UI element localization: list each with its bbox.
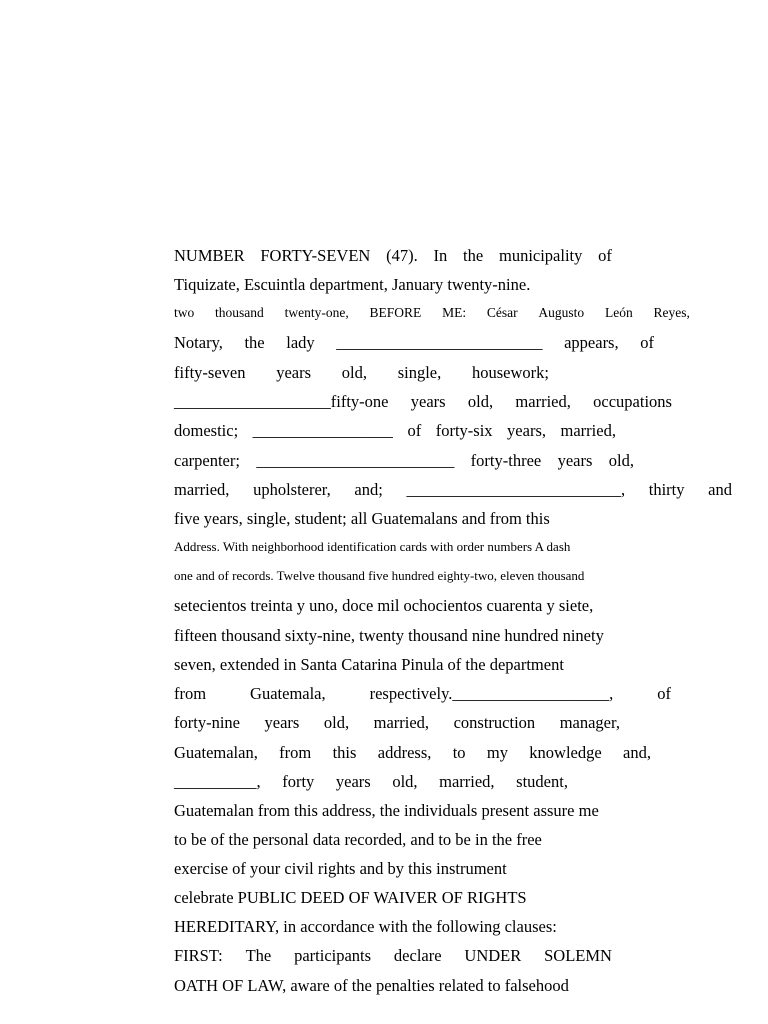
deed-word: student, xyxy=(516,772,568,791)
deed-line-7 xyxy=(174,421,616,441)
deed-word: married, xyxy=(560,421,616,440)
deed-line-3 xyxy=(174,303,690,323)
deed-word: married, xyxy=(439,772,495,791)
deed-word: my xyxy=(486,743,508,762)
deed-line-18 xyxy=(174,743,651,763)
deed-word: old, xyxy=(341,363,367,382)
deed-line-6 xyxy=(174,392,672,412)
deed-line-21: to be of the personal data recorded, and to be in the free xyxy=(174,830,542,849)
deed-word: forty-nine xyxy=(174,713,240,732)
deed-line-19 xyxy=(174,772,568,792)
deed-line-12: one and of records. Twelve thousand five hundred eighty-two, eleven thousand xyxy=(174,568,585,583)
deed-word: thirty xyxy=(648,480,685,499)
deed-word: knowledge xyxy=(529,743,602,762)
deed-word: twenty-one, xyxy=(284,305,349,320)
deed-line-16 xyxy=(174,684,671,704)
deed-word: thousand xyxy=(215,305,264,320)
deed-word: this xyxy=(332,743,357,762)
deed-line-11: Address. With neighborhood identification cards with order numbers A dash xyxy=(174,539,571,554)
deed-word: manager, xyxy=(559,713,620,732)
deed-word: municipality xyxy=(498,246,583,265)
deed-word: domestic; xyxy=(174,421,239,440)
deed-word: two xyxy=(174,305,195,320)
deed-line-15: seven, extended in Santa Catarina Pinula of the department xyxy=(174,655,564,674)
deed-word: ________________________ xyxy=(256,451,455,470)
deed-line-26: OATH OF LAW, aware of the penalties related to falsehood xyxy=(174,976,569,995)
deed-line-14: fifteen thousand sixty-nine, twenty thousand nine hundred ninety xyxy=(174,626,604,645)
deed-word: forty-six xyxy=(435,421,493,440)
deed-line-25 xyxy=(174,946,612,966)
deed-line-1 xyxy=(174,246,612,266)
deed-word: León xyxy=(604,305,633,320)
deed-word: declare xyxy=(393,946,442,965)
deed-word: and; xyxy=(354,480,383,499)
deed-word: FORTY-SEVEN xyxy=(260,246,371,265)
deed-line-13: setecientos treinta y uno, doce mil ochocientos cuarenta y siete, xyxy=(174,596,594,615)
deed-line-4 xyxy=(174,333,654,353)
deed-word: __________________________, xyxy=(406,480,626,499)
deed-word: years xyxy=(264,713,300,732)
deed-word: of xyxy=(407,421,422,440)
deed-word: ___________________fifty-one xyxy=(174,392,389,411)
deed-word: Notary, xyxy=(174,333,223,352)
deed-line-23: celebrate PUBLIC DEED OF WAIVER OF RIGHTS xyxy=(174,888,527,907)
deed-line-9 xyxy=(174,480,732,500)
deed-word: old, xyxy=(467,392,494,411)
deed-word: married, xyxy=(373,713,430,732)
deed-word: participants xyxy=(294,946,372,965)
deed-word: address, xyxy=(377,743,432,762)
deed-word: ME: xyxy=(442,305,467,320)
deed-word: The xyxy=(245,946,272,965)
deed-word: married, xyxy=(515,392,571,411)
deed-word: years xyxy=(276,363,312,382)
deed-word: upholsterer, xyxy=(253,480,331,499)
deed-word: FIRST: xyxy=(174,946,223,965)
deed-word: from xyxy=(279,743,312,762)
deed-word: years xyxy=(557,451,593,470)
deed-line-10: five years, single, student; all Guatemalans and from this xyxy=(174,509,550,528)
deed-word: of xyxy=(640,333,654,352)
deed-word: (47). xyxy=(386,246,418,265)
deed-word: appears, xyxy=(564,333,619,352)
deed-word: years xyxy=(335,772,371,791)
deed-line-20: Guatemalan from this address, the individuals present assure me xyxy=(174,801,599,820)
deed-word: of xyxy=(657,684,671,703)
deed-word: married, xyxy=(174,480,230,499)
deed-word: SOLEMN xyxy=(544,946,612,965)
deed-word: occupations xyxy=(593,392,672,411)
deed-word: housework; xyxy=(471,363,549,382)
deed-word: Guatemalan, xyxy=(174,743,258,762)
deed-line-2: Tiquizate, Escuintla department, January twenty-nine. xyxy=(174,275,531,294)
deed-word: years, xyxy=(507,421,546,440)
deed-word: respectively.___________________, xyxy=(369,684,614,703)
deed-word: __________, xyxy=(174,772,261,791)
deed-word: Reyes, xyxy=(653,305,690,320)
deed-word: In xyxy=(433,246,448,265)
deed-word: _________________ xyxy=(252,421,393,440)
deed-word: UNDER xyxy=(464,946,522,965)
deed-word: the xyxy=(463,246,484,265)
deed-word: to xyxy=(452,743,466,762)
deed-word: single, xyxy=(397,363,442,382)
deed-word: Augusto xyxy=(538,305,585,320)
deed-word: _________________________ xyxy=(336,333,543,352)
deed-word: fifty-seven xyxy=(174,363,246,382)
deed-line-24: HEREDITARY, in accordance with the following clauses: xyxy=(174,917,557,936)
deed-word: construction xyxy=(453,713,536,732)
deed-word: and xyxy=(708,480,732,499)
deed-word: Guatemala, xyxy=(250,684,326,703)
deed-word: forty-three xyxy=(470,451,542,470)
deed-word: BEFORE xyxy=(369,305,422,320)
deed-word: years xyxy=(410,392,446,411)
deed-word: carpenter; xyxy=(174,451,240,470)
deed-word: NUMBER xyxy=(174,246,245,265)
deed-word: old, xyxy=(392,772,418,791)
deed-line-5 xyxy=(174,363,549,383)
deed-word: of xyxy=(598,246,612,265)
deed-word: forty xyxy=(282,772,315,791)
deed-word: from xyxy=(174,684,207,703)
deed-word: and, xyxy=(623,743,651,762)
deed-line-22: exercise of your civil rights and by this instrument xyxy=(174,859,507,878)
deed-word: César xyxy=(486,305,518,320)
deed-word: old, xyxy=(608,451,634,470)
deed-word: the xyxy=(244,333,265,352)
deed-word: lady xyxy=(286,333,315,352)
deed-line-17 xyxy=(174,713,620,733)
deed-word: old, xyxy=(323,713,350,732)
deed-line-8 xyxy=(174,451,634,471)
